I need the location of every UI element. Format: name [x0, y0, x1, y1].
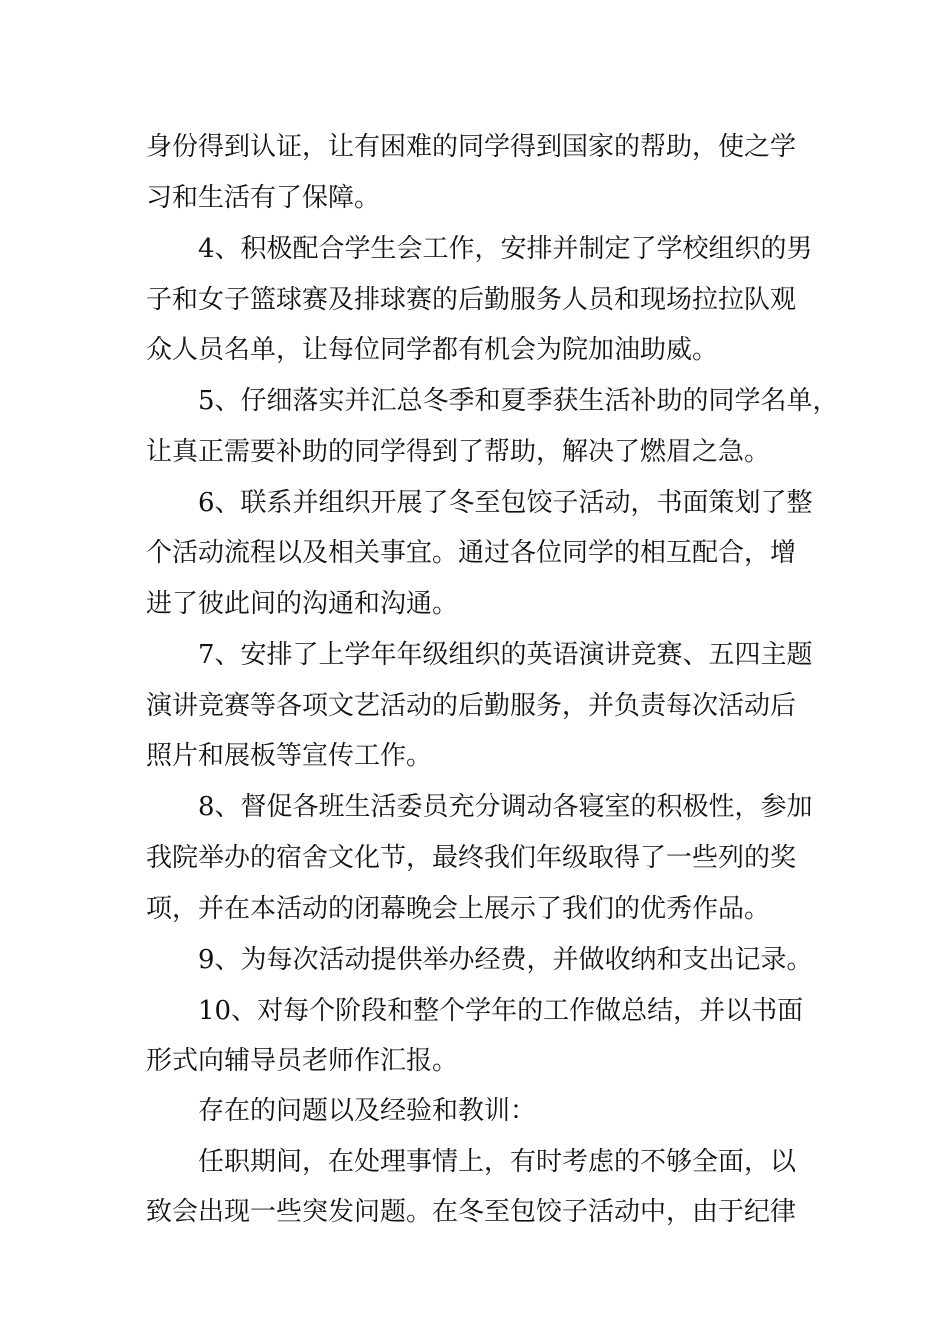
- text-line: 形式向辅导员老师作汇报。: [146, 1046, 459, 1076]
- text-line: 个活动流程以及相关事宜。通过各位同学的相互配合，增: [146, 538, 797, 568]
- text-line: 项，并在本活动的闭幕晚会上展示了我们的优秀作品。: [146, 894, 771, 924]
- text-line: 照片和展板等宣传工作。: [146, 741, 433, 771]
- text-line: 演讲竞赛等各项文艺活动的后勤服务，并负责每次活动后: [146, 691, 797, 721]
- text-line: 致会出现一些突发问题。在冬至包饺子活动中，由于纪律: [146, 1197, 797, 1227]
- text-line: 7、安排了上学年年级组织的英语演讲竞赛、五四主题: [198, 640, 813, 670]
- text-line: 10、对每个阶段和整个学年的工作做总结，并以书面: [198, 996, 804, 1026]
- text-line: 5、仔细落实并汇总冬季和夏季获生活补助的同学名单，: [198, 386, 839, 416]
- text-line: 子和女子篮球赛及排球赛的后勤服务人员和现场拉拉队观: [146, 285, 797, 315]
- text-line: 进了彼此间的沟通和沟通。: [146, 589, 459, 619]
- text-line: 众人员名单，让每位同学都有机会为院加油助威。: [146, 335, 719, 365]
- text-line: 任职期间，在处理事情上，有时考虑的不够全面，以: [198, 1147, 797, 1177]
- text-line: 我院举办的宿舍文化节，最终我们年级取得了一些列的奖: [146, 843, 797, 873]
- text-line: 9、为每次活动提供举办经费，并做收纳和支出记录。: [198, 945, 813, 975]
- text-line: 8、督促各班生活委员充分调动各寝室的积极性，参加: [198, 792, 813, 822]
- text-line: 存在的问题以及经验和教训：: [198, 1096, 537, 1126]
- text-line: 习和生活有了保障。: [146, 183, 381, 213]
- text-line: 身份得到认证，让有困难的同学得到国家的帮助，使之学: [146, 132, 797, 162]
- text-line: 让真正需要补助的同学得到了帮助，解决了燃眉之急。: [146, 437, 771, 467]
- text-line: 4、积极配合学生会工作，安排并制定了学校组织的男: [198, 234, 813, 264]
- text-line: 6、联系并组织开展了冬至包饺子活动，书面策划了整: [198, 488, 813, 518]
